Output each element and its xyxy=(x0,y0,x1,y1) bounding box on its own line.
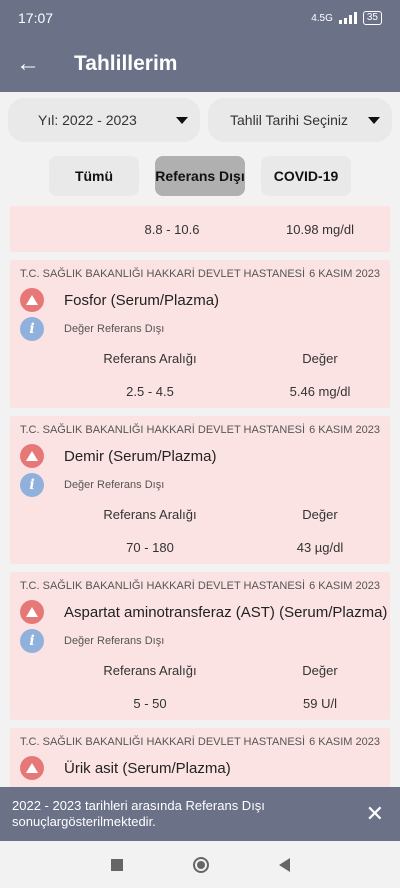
range-header: Referans Aralığı xyxy=(103,663,197,678)
back-arrow-icon[interactable]: ← xyxy=(16,50,40,77)
reference-range: 2.5 - 4.5 xyxy=(126,384,174,399)
result-card[interactable] xyxy=(10,260,390,408)
hospital-name: T.C. SAĞLIK BAKANLIĞI HAKKARİ DEVLET HASTANESİ xyxy=(20,580,306,592)
filter-tabs xyxy=(0,156,400,196)
result-card[interactable] xyxy=(10,572,390,720)
warning-icon xyxy=(20,756,44,780)
status-bar xyxy=(0,0,400,36)
result-date: 6 KASIM 2023 xyxy=(309,736,380,748)
result-date: 6 KASIM 2023 xyxy=(309,268,380,280)
test-name: Ürik asit (Serum/Plazma) xyxy=(64,759,231,777)
info-icon[interactable]: i xyxy=(20,473,44,497)
filters xyxy=(8,98,392,142)
warning-icon xyxy=(20,600,44,624)
snackbar xyxy=(0,787,400,841)
result-value: 59 U/l xyxy=(303,696,337,711)
result-card[interactable] xyxy=(10,206,390,252)
tab-covid[interactable]: COVID-19 xyxy=(261,156,351,196)
reference-range: 5 - 50 xyxy=(133,696,167,711)
year-dropdown-value: Yıl: 2022 - 2023 xyxy=(38,112,137,128)
year-dropdown[interactable] xyxy=(8,98,200,142)
status-icons xyxy=(311,11,382,25)
test-name: Fosfor (Serum/Plazma) xyxy=(64,291,220,309)
test-name: Aspartat aminotransferaz (AST) (Serum/Plazma) xyxy=(64,603,388,621)
value-header: Değer xyxy=(302,507,338,522)
close-icon[interactable]: ✕ xyxy=(365,801,384,826)
info-icon[interactable]: i xyxy=(20,629,44,653)
info-icon[interactable]: i xyxy=(20,317,44,341)
date-dropdown[interactable] xyxy=(208,98,392,142)
tab-all[interactable]: Tümü xyxy=(49,156,139,196)
date-dropdown-value: Tahlil Tarihi Seçiniz xyxy=(230,112,349,128)
signal-icon xyxy=(339,12,357,24)
result-value: 43 µg/dl xyxy=(296,540,344,555)
warning-icon xyxy=(20,288,44,312)
chevron-down-icon xyxy=(368,117,380,124)
hospital-name: T.C. SAĞLIK BAKANLIĞI HAKKARİ DEVLET HASTANESİ xyxy=(20,268,306,280)
status-note: Değer Referans Dışı xyxy=(64,323,165,335)
chevron-down-icon xyxy=(176,117,188,124)
system-nav-bar xyxy=(0,841,400,888)
reference-range: 8.8 - 10.6 xyxy=(144,221,200,237)
status-note: Değer Referans Dışı xyxy=(64,479,165,491)
back-triangle-icon[interactable] xyxy=(279,858,290,872)
snackbar-line: 2022 - 2023 tarihleri arasında Referans Dışı xyxy=(12,798,265,813)
results-list[interactable] xyxy=(10,206,390,816)
range-header: Referans Aralığı xyxy=(103,351,197,366)
status-time: 17:07 xyxy=(18,10,54,26)
battery-icon: 35 xyxy=(363,11,382,25)
value-header: Değer xyxy=(302,351,338,366)
status-note: Değer Referans Dışı xyxy=(64,635,165,647)
reference-range: 70 - 180 xyxy=(126,540,174,555)
value-header: Değer xyxy=(302,663,338,678)
result-date: 6 KASIM 2023 xyxy=(309,424,380,436)
test-name: Demir (Serum/Plazma) xyxy=(64,447,217,465)
hospital-name: T.C. SAĞLIK BAKANLIĞI HAKKARİ DEVLET HASTANESİ xyxy=(20,424,306,436)
recents-icon[interactable] xyxy=(111,859,123,871)
range-header: Referans Aralığı xyxy=(103,507,197,522)
hospital-name: T.C. SAĞLIK BAKANLIĞI HAKKARİ DEVLET HASTANESİ xyxy=(20,736,306,748)
result-card[interactable] xyxy=(10,416,390,564)
snackbar-line: sonuçlargösterilmektedir. xyxy=(12,814,156,829)
result-date: 6 KASIM 2023 xyxy=(309,580,380,592)
result-value: 5.46 mg/dl xyxy=(289,384,351,399)
tab-out-of-reference[interactable]: Referans Dışı xyxy=(155,156,245,196)
warning-icon xyxy=(20,444,44,468)
page-title: Tahlillerim xyxy=(74,52,178,75)
snackbar-message xyxy=(12,798,265,830)
home-icon[interactable] xyxy=(193,857,209,873)
network-type: 4.5G xyxy=(311,12,333,24)
result-value: 10.98 mg/dl xyxy=(286,221,354,237)
app-bar xyxy=(0,36,400,92)
